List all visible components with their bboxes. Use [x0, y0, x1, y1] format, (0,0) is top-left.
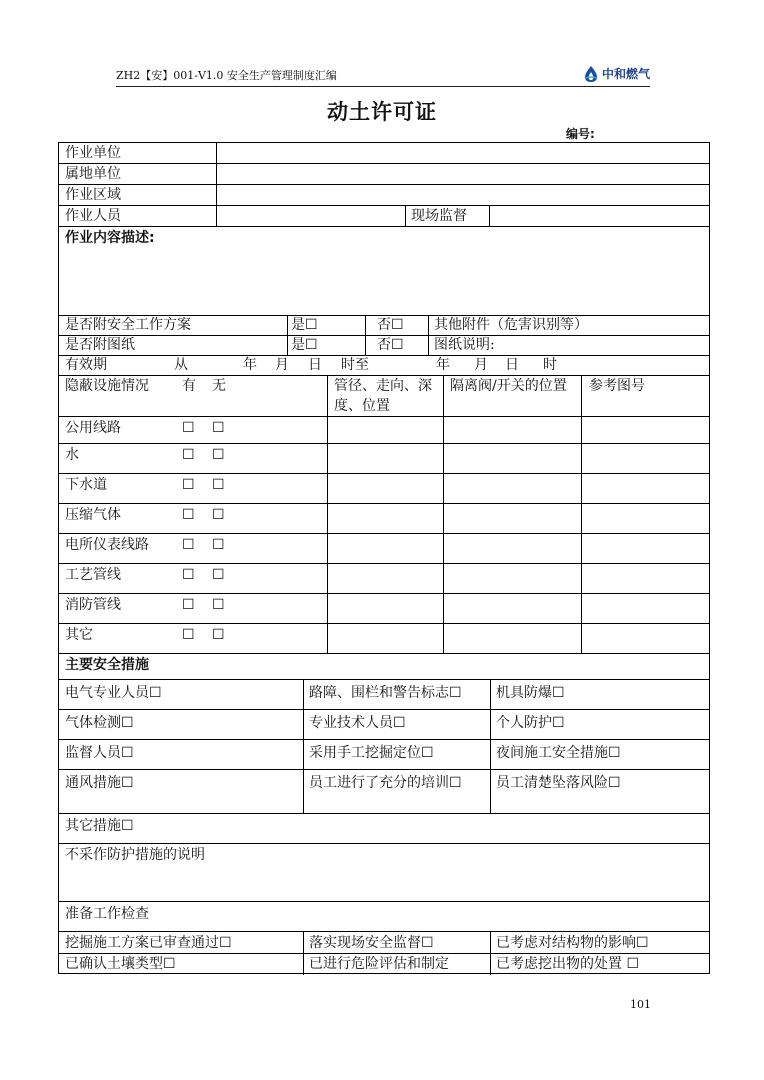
validity-day: 日 [308, 357, 322, 373]
validity-from: 从 [174, 357, 188, 373]
none-checkbox[interactable]: ☐ [212, 597, 225, 613]
row-divider [59, 679, 709, 680]
prep-soil-type[interactable]: 已确认土壤类型☐ [65, 956, 176, 972]
column-divider [428, 315, 429, 355]
drawings-label: 是否附图纸 [65, 337, 135, 353]
measure-training[interactable]: 员工进行了充分的培训☐ [309, 775, 462, 791]
measure-barriers[interactable]: 路障、围栏和警告标志☐ [309, 685, 462, 701]
row-divider [59, 709, 709, 710]
row-divider [59, 443, 709, 444]
measure-explosion-proof[interactable]: 机具防爆☐ [496, 685, 565, 701]
column-divider [303, 679, 304, 813]
facility-item-fire-pipes: 消防管线 [65, 597, 121, 613]
none-checkbox[interactable]: ☐ [212, 537, 225, 553]
has-checkbox[interactable]: ☐ [182, 597, 195, 613]
measure-night-work[interactable]: 夜间施工安全措施☐ [496, 745, 621, 761]
hidden-facilities-label: 隐蔽设施情况 [65, 378, 149, 394]
has-checkbox[interactable]: ☐ [182, 447, 195, 463]
row-divider [59, 503, 709, 504]
facility-item-sewer: 下水道 [65, 477, 107, 493]
site-unit-label: 属地单位 [65, 166, 121, 182]
row-divider [59, 355, 709, 356]
validity-year-end: 年 [436, 357, 450, 373]
has-checkbox[interactable]: ☐ [182, 567, 195, 583]
row-divider [59, 931, 709, 932]
none-column-label: 无 [212, 378, 226, 394]
row-divider [59, 769, 709, 770]
measure-gas-detection[interactable]: 气体检测☐ [65, 715, 134, 731]
validity-month-end: 月 [474, 357, 488, 373]
safety-plan-no-checkbox[interactable]: 否☐ [377, 317, 404, 333]
measure-manual-digging[interactable]: 采用手工挖掘定位☐ [309, 745, 434, 761]
flame-drop-icon [583, 65, 599, 83]
serial-number-label: 编号: [566, 127, 595, 141]
none-checkbox[interactable]: ☐ [212, 447, 225, 463]
prep-plan-approved[interactable]: 挖掘施工方案已审查通过☐ [65, 935, 232, 951]
row-divider [59, 623, 709, 624]
drawing-note-label: 图纸说明: [434, 337, 495, 353]
work-unit-label: 作业单位 [65, 145, 121, 161]
safety-measures-title: 主要安全措施 [65, 657, 149, 673]
permit-form [58, 142, 710, 974]
column-divider [365, 315, 366, 355]
column-divider [490, 931, 491, 975]
has-column-label: 有 [182, 378, 196, 394]
facility-item-utility-lines: 公用线路 [65, 420, 121, 436]
has-checkbox[interactable]: ☐ [182, 477, 195, 493]
prep-check-title: 准备工作检查 [65, 906, 149, 922]
row-divider [59, 473, 709, 474]
none-checkbox[interactable]: ☐ [212, 627, 225, 643]
row-divider [59, 843, 709, 844]
measure-electrician[interactable]: 电气专业人员☐ [65, 685, 162, 701]
has-checkbox[interactable]: ☐ [182, 537, 195, 553]
measure-technician[interactable]: 专业技术人员☐ [309, 715, 406, 731]
row-divider [59, 184, 709, 185]
row-divider [59, 563, 709, 564]
isolation-valve-header: 隔离阀/开关的位置 [450, 378, 567, 394]
column-divider [489, 205, 490, 226]
column-divider [490, 679, 491, 813]
validity-day-end: 日 [505, 357, 519, 373]
column-divider [327, 375, 328, 653]
validity-month: 月 [275, 357, 289, 373]
validity-hour-end: 时 [543, 357, 557, 373]
measure-other[interactable]: 其它措施☐ [65, 818, 134, 834]
pipe-position-header: 管径、走向、深度、位置 [334, 378, 432, 414]
row-divider [59, 593, 709, 594]
site-supervisor-label: 现场监督 [411, 208, 467, 224]
row-divider [59, 901, 709, 902]
column-divider [303, 931, 304, 975]
other-attachments-label: 其他附件（危害识别等） [434, 317, 588, 333]
drawings-no-checkbox[interactable]: 否☐ [377, 337, 404, 353]
facility-item-other: 其它 [65, 627, 93, 643]
column-divider [443, 375, 444, 653]
page-title: 动土许可证 [327, 100, 437, 124]
document-code: ZH2【安】001-V1.0 安全生产管理制度汇编 [116, 69, 337, 82]
none-checkbox[interactable]: ☐ [212, 420, 225, 436]
column-divider [405, 205, 406, 226]
prep-spoil-disposal[interactable]: 已考虑挖出物的处置 ☐ [496, 956, 640, 972]
workers-label: 作业人员 [65, 208, 121, 224]
column-divider [581, 375, 582, 653]
validity-year: 年 [243, 357, 257, 373]
column-divider [287, 315, 288, 355]
validity-label: 有效期 [65, 357, 107, 373]
row-divider [59, 953, 709, 954]
has-checkbox[interactable]: ☐ [182, 627, 195, 643]
no-protection-note-label: 不采作防护措施的说明 [65, 847, 205, 863]
facility-item-process-pipes: 工艺管线 [65, 567, 121, 583]
page-number: 101 [630, 998, 651, 1011]
reference-drawing-header: 参考图号 [589, 378, 645, 394]
facility-item-compressed-gas: 压缩气体 [65, 507, 121, 523]
row-divider [59, 813, 709, 814]
measure-ventilation[interactable]: 通风措施☐ [65, 775, 134, 791]
measure-ppe[interactable]: 个人防护☐ [496, 715, 565, 731]
row-divider [59, 163, 709, 164]
safety-plan-yes-checkbox[interactable]: 是☐ [291, 317, 318, 333]
has-checkbox[interactable]: ☐ [182, 420, 195, 436]
safety-plan-label: 是否附安全工作方案 [65, 317, 191, 333]
none-checkbox[interactable]: ☐ [212, 507, 225, 523]
none-checkbox[interactable]: ☐ [212, 477, 225, 493]
facility-item-water: 水 [65, 447, 79, 463]
row-divider [59, 205, 709, 206]
row-divider [59, 416, 709, 417]
none-checkbox[interactable]: ☐ [212, 567, 225, 583]
work-content-label: 作业内容描述: [65, 230, 155, 246]
page-header [116, 66, 650, 86]
logo-text: 中和燃气 [601, 67, 650, 81]
prep-structure-impact[interactable]: 已考虑对结构物的影响☐ [496, 935, 649, 951]
column-divider [216, 143, 217, 226]
work-area-label: 作业区域 [65, 187, 121, 203]
drawings-yes-checkbox[interactable]: 是☐ [291, 337, 318, 353]
row-divider [59, 533, 709, 534]
header-rule [116, 86, 650, 87]
row-divider [59, 653, 709, 654]
prep-site-supervision[interactable]: 落实现场安全监督☐ [309, 935, 434, 951]
measure-fall-risk[interactable]: 员工清楚坠落风险☐ [496, 775, 621, 791]
company-logo [583, 64, 650, 84]
prep-risk-assessment[interactable]: 已进行危险评估和制定 [309, 956, 449, 972]
row-divider [59, 739, 709, 740]
has-checkbox[interactable]: ☐ [182, 507, 195, 523]
measure-supervisor[interactable]: 监督人员☐ [65, 745, 134, 761]
validity-hour-to: 时至 [341, 357, 369, 373]
facility-item-instrument-lines: 电所仪表线路 [65, 537, 149, 553]
row-divider [59, 226, 709, 227]
